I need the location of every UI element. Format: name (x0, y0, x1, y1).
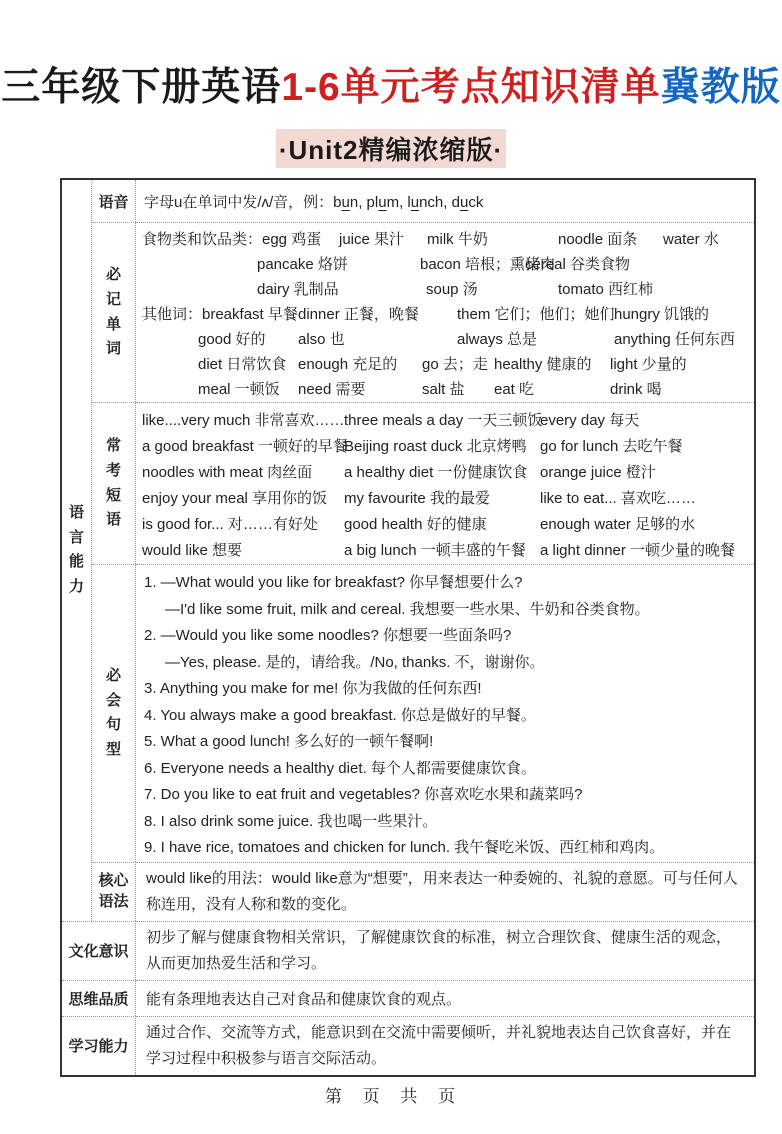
word-entry: soup 汤 (426, 281, 478, 298)
word-entry: eat 吃 (494, 381, 535, 398)
sentence-line: 2. —Would you like some noodles? 你想要一些面条吗? (144, 627, 512, 644)
word-entry: also 也 (298, 331, 345, 348)
phrase-entry: like to eat... 喜欢吃…… (540, 490, 696, 507)
row-label-speech: 语音 (92, 180, 136, 222)
sentence-line: —I'd like some fruit, milk and cereal. 我想要一些水果、牛奶和谷类食物。 (165, 600, 650, 618)
phrase-entry: enjoy your meal 享用你的饭 (142, 490, 328, 507)
row-content-cultural-awareness: 初步了解与健康食物相关常识，了解健康饮食的标准，树立合理饮食、健康生活的观念，从而更加热爱生活和学习。 (136, 921, 754, 980)
word-entry: diet 日常饮食 (198, 356, 287, 373)
phrase-entry: would like 想要 (142, 542, 243, 559)
word-entry: drink 喝 (610, 381, 662, 398)
word-line (198, 352, 754, 377)
row-content-common-phrases (136, 402, 754, 564)
knowledge-table (60, 178, 756, 1077)
word-entry: them 它们；他们；她们 (457, 306, 615, 323)
phrase-entry: good health 好的健康 (344, 516, 487, 533)
word-line (142, 227, 754, 252)
sentence-line: 3. Anything you make for me! 你为我做的任何东西! (144, 680, 482, 697)
sentence-line: 4. You always make a good breakfast. 你总是做好的早餐。 (144, 706, 536, 724)
word-entry: hungry 饥饿的 (614, 306, 710, 323)
word-entry: dairy 乳制品 (257, 281, 339, 298)
row-label-common-phrases: 常考短语 (92, 402, 136, 564)
title-segment-edition: 冀教版 (660, 66, 781, 109)
row-label-key-sentences: 必会句型 (92, 564, 136, 862)
row-label-must-remember-words: 必记单词 (92, 222, 136, 402)
word-line (198, 377, 754, 402)
word-entry: bacon 培根；熏猪肉 (420, 256, 556, 273)
row-content-must-remember-words (136, 222, 754, 402)
word-entry: go 去；走 (422, 356, 488, 373)
speech-text: 字母u在单词中发/ʌ/音，例：b (144, 193, 342, 211)
row-content-thinking-quality: 能有条理地表达自己对食品和健康饮食的观点。 (136, 980, 754, 1016)
word-entry: milk 牛奶 (427, 231, 488, 248)
sentence-line: 8. I also drink some juice. 我也喝一些果汁。 (144, 812, 438, 830)
word-entry: good 好的 (198, 331, 266, 348)
row-label-core-grammar: 核心语法 (92, 862, 136, 921)
row-label-learning-ability: 学习能力 (62, 1016, 136, 1075)
underlined-u: u (378, 193, 387, 211)
row-group-label-language-ability (62, 180, 92, 921)
word-line (198, 327, 754, 352)
phrase-entry: a healthy diet 一份健康饮食 (344, 464, 528, 481)
phrase-entry: my favourite 我的最爱 (344, 490, 490, 507)
page-title (0, 0, 782, 112)
phrase-entry: a big lunch 一顿丰盛的午餐 (344, 542, 526, 559)
word-entry: always 总是 (457, 331, 538, 348)
sentence-line: —Yes, please. 是的，请给我。/No, thanks. 不，谢谢你。 (165, 653, 545, 671)
word-line (257, 252, 754, 277)
sentence-line: 9. I have rice, tomatoes and chicken for lunch. 我午餐吃米饭、西红柿和鸡肉。 (144, 839, 665, 856)
phrase-entry: every day 每天 (540, 412, 640, 429)
phrase-entry: enough water 足够的水 (540, 516, 696, 533)
underlined-u: u (410, 193, 420, 211)
word-entry: dinner 正餐，晚餐 (298, 306, 419, 323)
page-footer: 第 页 共 页 (324, 1087, 458, 1106)
row-content-speech: 字母u在单词中发/ʌ/音，例：bun, plum, lunch, duck (144, 193, 484, 211)
sentence-line: 5. What a good lunch! 多么好的一顿午餐啊! (144, 733, 434, 750)
phrase-grid (142, 408, 754, 564)
word-entry: pancake 烙饼 (257, 256, 348, 273)
word-entry: cereal 谷类食物 (525, 256, 631, 273)
title-segment-grade: 三年级下册英语 (1, 66, 282, 109)
underlined-u: u (459, 193, 469, 211)
word-line (142, 302, 754, 327)
word-entry: 其他词：breakfast 早餐 (142, 306, 298, 323)
row-content-core-grammar: would like的用法：would like意为“想要”，用来表达一种委婉的、礼貌的意愿。可与任何人称连用，没有人称和数的变化。 (136, 862, 754, 921)
phrase-entry: a good breakfast 一顿好的早餐 (142, 438, 348, 455)
word-entry: healthy 健康的 (494, 356, 592, 373)
subtitle-badge: ·Unit2精编浓缩版· (276, 129, 506, 168)
word-entry: salt 盐 (422, 381, 465, 398)
word-entry: juice 果汁 (339, 231, 405, 248)
row-content-learning-ability: 通过合作、交流等方式，能意识到在交流中需要倾听，并礼貌地表达自己饮食喜好，并在学习过程中积极参与语言交际活动。 (136, 1016, 754, 1075)
phrase-entry: orange juice 橙汁 (540, 464, 656, 481)
sentence-line: 1. —What would you like for breakfast? 你早餐想要什么? (144, 574, 523, 591)
word-entry: 食物类和饮品类：egg 鸡蛋 (142, 231, 322, 248)
word-entry: anything 任何东西 (614, 331, 735, 348)
sentence-line: 7. Do you like to eat fruit and vegetables? 你喜欢吃水果和蔬菜吗? (144, 786, 583, 803)
word-entry: water 水 (663, 231, 719, 248)
language-ability-label: 语言能力 (68, 503, 84, 595)
phrase-entry: go for lunch 去吃午餐 (540, 438, 683, 455)
word-entry: noodle 面条 (558, 231, 638, 248)
title-segment-units: 1-6单元考点知识清单 (281, 66, 661, 109)
word-entry: need 需要 (298, 381, 366, 398)
phrase-entry: a light dinner 一顿少量的晚餐 (540, 542, 736, 559)
subtitle-row (0, 129, 782, 168)
phrase-entry: three meals a day 一天三顿饭 (344, 412, 543, 429)
phrase-entry: Beijing roast duck 北京烤鸭 (344, 438, 527, 455)
row-label-cultural-awareness: 文化意识 (62, 921, 136, 980)
word-line (257, 277, 754, 302)
phrase-entry: is good for... 对……有好处 (142, 516, 318, 533)
row-label-thinking-quality: 思维品质 (62, 980, 136, 1016)
word-entry: tomato 西红柿 (558, 281, 654, 298)
word-entry: light 少量的 (610, 356, 687, 373)
row-content-key-sentences (136, 564, 754, 862)
phrase-entry: like....very much 非常喜欢…… (142, 412, 345, 429)
underlined-u: u (341, 193, 350, 211)
word-entry: enough 充足的 (298, 356, 398, 373)
sentence-line: 6. Everyone needs a healthy diet. 每个人都需要健康饮食。 (144, 759, 536, 777)
word-entry: meal 一顿饭 (198, 381, 280, 398)
phrase-entry: noodles with meat 肉丝面 (142, 464, 313, 481)
